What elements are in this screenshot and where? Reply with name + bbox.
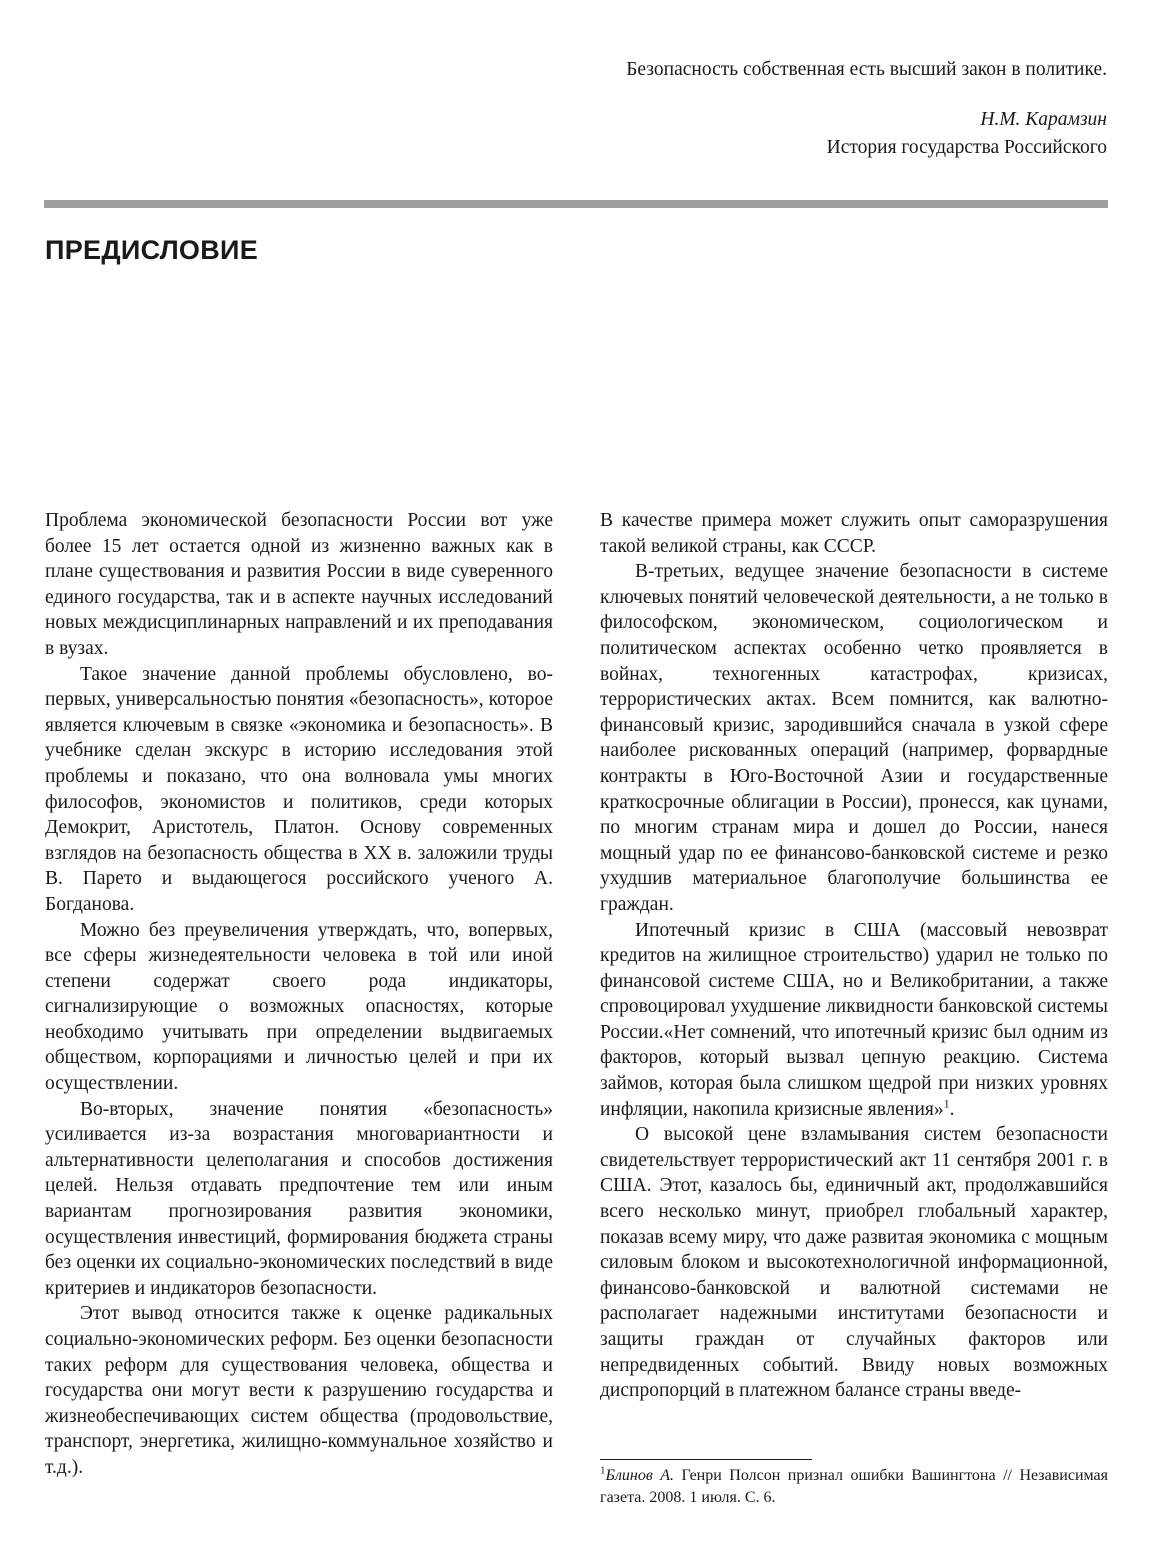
footnote <box>600 1465 1108 1509</box>
paragraph: Проблема экономической безопасности России вот уже более 15 лет остается одной из жизненно важных как в плане существования и развития России в виде суверенного единого государства, так и в аспекте научных исследований новых междисциплинарных направлений и их преподавания в вузах. <box>45 510 553 659</box>
epigraph <box>407 56 1107 162</box>
footnote-divider <box>600 1459 812 1460</box>
epigraph-author: Н.М. Карамзин <box>980 109 1107 130</box>
footnote-text: Генри Полсон признал ошибки Вашингтона // Независимая газета. 2008. 1 июля. С. 6. <box>600 1467 1108 1506</box>
paragraph-with-footnote <box>600 918 1108 1123</box>
paragraph: О высокой цене взламывания систем безопасности свидетельствует террористический акт 11 сентября 2001 г. в США. Этот, казалось бы, единичный акт, продолжавшийся всего несколько минут, приобрел глобальный характер, показав всему миру, что даже развитая экономика с мощным силовым блоком и высокотехнологичной информационной, финансово-банковской и валютной системами не располагает надежными институтами безопасности и защиты граждан от случайных факторов или непредвиденных событий. Ввиду новых возможных диспропорций в платежном балансе страны введе- <box>600 1124 1108 1402</box>
page-title: ПРЕДИСЛОВИЕ <box>45 235 259 265</box>
paragraph: Такое значение данной проблемы обусловлено, во-первых, универсальностью понятия «безопасность», которое является ключевым в связке «экономика и безопасность». В учебнике сделан экскурс в историю исследования этой проблемы и показано, что она волновала умы многих философов, экономистов и политиков, среди которых Демокрит, Аристотель, Платон. Основу современных взглядов на безопасность общества в XX в. заложили труды В. Парето и выдающегося российского ученого А. Богданова. <box>45 663 553 915</box>
epigraph-quote: Безопасность собственная есть высший закон в политике. <box>626 59 1107 80</box>
right-column <box>600 508 1108 1404</box>
footnote-mark: 1 <box>600 1464 606 1477</box>
paragraph: Во-вторых, значение понятия «безопасность» усиливается из-за возрастания многовариантности и альтернативности целеполагания и способов достижения целей. Нельзя отдавать предпочтение тем или иным вариантам прогнозирования развития экономики, осуществления инвестиций, формирования бюджета страны без оценки их социально-экономических последствий в виде критериев и индикаторов безопасности. <box>45 1098 553 1299</box>
paragraph: В качестве примера может служить опыт саморазрушения такой великой страны, как СССР. <box>600 510 1108 557</box>
paragraph-text: Ипотечный кризис в США (массовый невозврат кредитов на жилищное строительство) ударил не только по финансовой системе США, но и Великобритании, а также спровоцировал ухудшение ликвидности банковской системы России.«Нет сомнений, что ипотечный кризис был одним из факторов, который вызвал цепную реакцию. Система займов, которая была слишком щедрой при низких уровнях инфляции, накопила кризисные явления» <box>600 919 1108 1120</box>
footnote-author: Блинов А. <box>605 1467 675 1484</box>
epigraph-source: История государства Российского <box>826 137 1107 158</box>
footnote-reference[interactable]: 1 <box>943 1096 950 1111</box>
paragraph: Можно без преувеличения утверждать, что, вопервых, все сферы жизнедеятельности человека в той или иной степени содержат своего рода индикаторы, сигнализирующие о возможных опасностях, которые необходимо учитывать при определении выдвигаемых обществом, корпорациями и личностью целей и при их осуществлении. <box>45 919 553 1095</box>
paragraph: В-третьих, ведущее значение безопасности в системе ключевых понятий человеческой деятельности, а не только в философском, экономическом, социологическом и политическом аспектах особенно четко проявляется в войнах, техногенных катастрофах, кризисах, террористических актах. Всем помнится, как валютно-финансовый кризис, зародившийся сначала в узкой сфере наиболее рискованных операций (например, форвардные контракты в Юго-Восточной Азии и государственные краткосрочные облигации в России), пронесся, как цунами, по многим странам мира и дошел до России, нанеся мощный удар по ее финансово-банковской системе и резко ухудшив материальное благополучие большинства ее граждан. <box>600 561 1108 915</box>
paragraph: Этот вывод относится также к оценке радикальных социально-экономических реформ. Без оценки безопасности таких реформ для существования человека, общества и государства они могут вести к разрушению государства и жизнеобеспечивающих систем общества (продовольствие, транспорт, энергетика, жилищно-коммунальное хозяйство и т.д.). <box>45 1303 553 1478</box>
paragraph-end: . <box>949 1098 955 1120</box>
section-divider <box>44 200 1108 208</box>
left-column <box>45 508 553 1481</box>
